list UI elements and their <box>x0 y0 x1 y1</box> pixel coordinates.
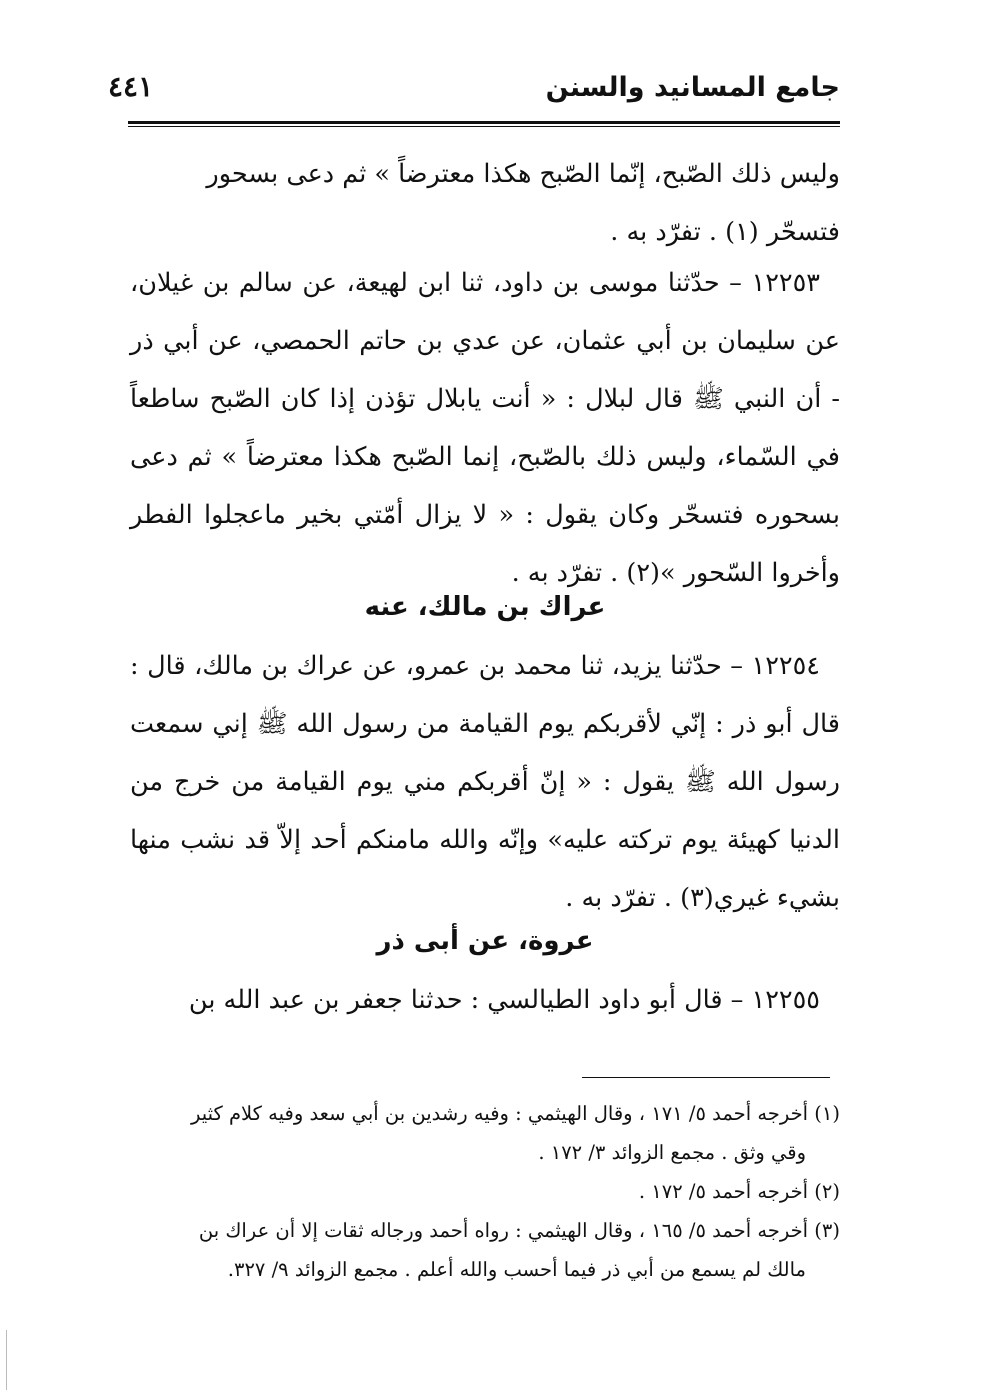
hadith-body: – حدّثنا يزيد، ثنا محمد بن عمرو، عن عراك بن مالك، قال : قال أبو ذر : إنّي لأقربكم يوم القيامة من رسول الله ﷺ إني سمعت رسول الله ﷺ يقول : « إنّ أقربكم مني يوم القيامة من خرج من الدنيا كهيئة يوم تركته عليه» وإنّه والله مامنكم أحد إلاّ قد نشب منها بشيء غيري(٣) . تفرّد به . <box>130 651 840 913</box>
continuation-text <box>130 145 840 261</box>
section-heading-2-wrap <box>130 912 840 970</box>
hadith-12254 <box>130 637 840 927</box>
footnote-2: (٢) أخرجه أحمد ٥/ ١٧٢ . <box>638 1180 840 1203</box>
section-heading: عروة، عن أبى ذر <box>376 926 594 956</box>
page-number: ٤٤١ <box>108 70 154 103</box>
hadith-12255 <box>130 971 840 1029</box>
hadith-body: – قال أبو داود الطيالسي : حدثنا جعفر بن عبد الله بن <box>188 985 752 1015</box>
hadith-number: ١٢٢٥٤ <box>751 651 820 681</box>
hadith-12253-text <box>130 254 840 602</box>
hadith-number: ١٢٢٥٥ <box>751 985 820 1015</box>
section-heading: عراك بن مالك، عنه <box>364 592 606 622</box>
header-rule <box>128 121 840 124</box>
footnotes <box>114 1094 840 1289</box>
scan-edge-mark <box>6 1330 7 1390</box>
hadith-12253 <box>130 254 840 602</box>
hadith-12254-text <box>130 637 840 927</box>
footnote-1-line-2: وقي وثق . مجمع الزوائد ٣/ ١٧٢ . <box>538 1141 806 1164</box>
footnote-1-line-1: (١) أخرجه أحمد ٥/ ١٧١ ، وقال الهيثمي : وفيه رشدين بن أبي سعد وفيه كلام كثير <box>190 1102 840 1125</box>
footnote-3-line-1: (٣) أخرجه أحمد ٥/ ١٦٥ ، وقال الهيثمي : رواه أحمد ورجاله ثقات إلا أن عراك بن <box>198 1219 840 1242</box>
header-rule-thin <box>128 126 840 127</box>
hadith-body: – حدّثنا موسى بن داود، ثنا ابن لهيعة، عن سالم بن غيلان، عن سليمان بن أبي عثمان، عن عدي بن حاتم الحمصي، عن أبي ذر - أن النبي ﷺ قال لبلال : « أنت يابلال تؤذن إذا كان الصّبح ساطعاً في السّماء، وليس ذلك بالصّبح، إنما الصّبح هكذا معترضاً » ثم دعى بسحوره فتسحّر وكان يقول : « لا يزال أمّتي بخير ماعجلوا الفطر وأخروا السّحور »(٢) . تفرّد به . <box>130 268 840 588</box>
hadith-12255-text <box>130 971 840 1029</box>
running-title: جامع المسانيد والسنن <box>545 72 840 103</box>
footnote-3-line-2: مالك لم يسمع من أبي ذر فيما أحسب والله أعلم . مجمع الزوائد ٩/ ٣٢٧. <box>227 1258 806 1281</box>
hadith-number: ١٢٢٥٣ <box>751 268 820 298</box>
continuation-line-2: فتسحّر (١) . تفرّد به . <box>610 217 840 247</box>
footnote-separator <box>582 1077 830 1078</box>
continuation-line-1: وليس ذلك الصّبح، إنّما الصّبح هكذا معترضاً » ثم دعى بسحور <box>206 159 840 189</box>
section-heading-1-wrap <box>130 578 840 636</box>
